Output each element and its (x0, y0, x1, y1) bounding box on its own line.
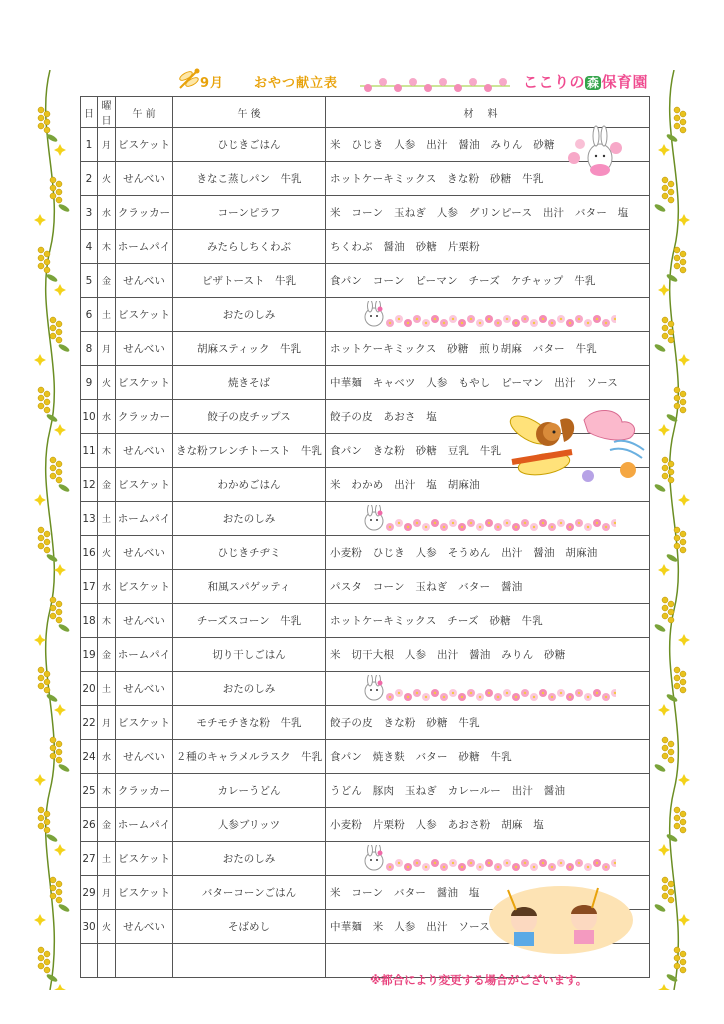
pm-snack-cell: ピザトースト 牛乳 (173, 264, 326, 298)
table-row (81, 842, 650, 876)
ingredients-cell (326, 298, 650, 332)
am-snack-cell: クラッカー (116, 400, 173, 434)
weekday-cell: 土 (98, 298, 116, 332)
ingredients-cell: 中華麺 米 人参 出汁 ソース (326, 910, 650, 944)
ingredients-cell: ホットケーキミックス チーズ 砂糖 牛乳 (326, 604, 650, 638)
pm-snack-cell: おたのしみ (173, 672, 326, 706)
ingredients-cell (326, 502, 650, 536)
children-playing-illustration (488, 880, 634, 954)
weekday-cell: 水 (98, 400, 116, 434)
title-label: おやつ献立表 (254, 76, 339, 91)
pm-snack-cell: みたらしちくわぶ (173, 230, 326, 264)
day-cell: 3 (81, 196, 98, 230)
am-snack-cell (116, 944, 173, 978)
am-snack-cell: ホームパイ (116, 230, 173, 264)
pm-snack-cell: 人参ブリッツ (173, 808, 326, 842)
pm-snack-cell: 焼きそば (173, 366, 326, 400)
pm-snack-cell: ひじきごはん (173, 128, 326, 162)
day-cell: 6 (81, 298, 98, 332)
weekday-cell: 月 (98, 876, 116, 910)
page-header (80, 68, 648, 96)
table-row (81, 570, 650, 604)
day-cell: 27 (81, 842, 98, 876)
day-cell: 30 (81, 910, 98, 944)
am-snack-cell: ビスケット (116, 128, 173, 162)
am-snack-cell: せんべい (116, 672, 173, 706)
school-name-part1: ここりの (522, 73, 585, 91)
table-row (81, 264, 650, 298)
pm-snack-cell: ひじきチヂミ (173, 536, 326, 570)
weekday-cell: 水 (98, 570, 116, 604)
table-row (81, 774, 650, 808)
ingredients-cell: 米 切干大根 人参 出汁 醤油 みりん 砂糖 (326, 638, 650, 672)
am-snack-cell: ホームパイ (116, 502, 173, 536)
pm-snack-cell: わかめごはん (173, 468, 326, 502)
table-row (81, 808, 650, 842)
pm-snack-cell: モチモチきな粉 牛乳 (173, 706, 326, 740)
am-snack-cell: せんべい (116, 162, 173, 196)
table-row (81, 196, 650, 230)
day-cell: 16 (81, 536, 98, 570)
am-snack-cell: ビスケット (116, 366, 173, 400)
am-snack-cell: クラッカー (116, 774, 173, 808)
day-cell: 4 (81, 230, 98, 264)
ingredients-cell: 餃子の皮 きな粉 砂糖 牛乳 (326, 706, 650, 740)
ingredients-cell: パスタ コーン 玉ねぎ バター 醤油 (326, 570, 650, 604)
am-snack-cell: せんべい (116, 910, 173, 944)
am-snack-cell: ビスケット (116, 842, 173, 876)
table-row (81, 332, 650, 366)
weekday-cell: 月 (98, 332, 116, 366)
day-cell: 19 (81, 638, 98, 672)
pm-snack-cell: きなこ蒸しパン 牛乳 (173, 162, 326, 196)
col-header-day: 日 (81, 97, 98, 128)
am-snack-cell: ビスケット (116, 298, 173, 332)
weekday-cell: 土 (98, 842, 116, 876)
pm-snack-cell: カレーうどん (173, 774, 326, 808)
table-row (81, 536, 650, 570)
weekday-cell: 火 (98, 162, 116, 196)
bunny-flower-garland (356, 675, 616, 703)
ingredients-cell: ホットケーキミックス 砂糖 煎り胡麻 バター 牛乳 (326, 332, 650, 366)
pm-snack-cell: バターコーンごはん (173, 876, 326, 910)
ingredients-cell: 小麦粉 ひじき 人参 そうめん 出汁 醤油 胡麻油 (326, 536, 650, 570)
pm-snack-cell: 胡麻スティック 牛乳 (173, 332, 326, 366)
am-snack-cell: ビスケット (116, 876, 173, 910)
pm-snack-cell: ２種のキャラメルラスク 牛乳 (173, 740, 326, 774)
col-header-ingredients: 材料 (326, 97, 650, 128)
pm-snack-cell: そばめし (173, 910, 326, 944)
weekday-cell: 金 (98, 638, 116, 672)
ingredients-cell: 米 ひじき 人参 出汁 醤油 みりん 砂糖 (326, 128, 650, 162)
am-snack-cell: せんべい (116, 332, 173, 366)
day-cell: 5 (81, 264, 98, 298)
weekday-cell: 月 (98, 706, 116, 740)
pm-snack-cell: おたのしみ (173, 842, 326, 876)
bunny-flower-garland (356, 845, 616, 873)
pm-snack-cell: 餃子の皮チップス (173, 400, 326, 434)
day-cell: 17 (81, 570, 98, 604)
day-cell: 18 (81, 604, 98, 638)
ingredients-cell: 中華麺 キャベツ 人参 もやし ピーマン 出汁 ソース (326, 366, 650, 400)
weekday-cell: 土 (98, 502, 116, 536)
am-snack-cell: せんべい (116, 264, 173, 298)
weekday-cell: 火 (98, 536, 116, 570)
school-name-part3: 保育園 (601, 73, 648, 91)
am-snack-cell: せんべい (116, 434, 173, 468)
table-row (81, 366, 650, 400)
day-cell: 8 (81, 332, 98, 366)
day-cell: 29 (81, 876, 98, 910)
pm-snack-cell (173, 944, 326, 978)
bunny-flowers-illustration (560, 118, 630, 182)
day-cell (81, 944, 98, 978)
ingredients-cell (326, 842, 650, 876)
weekday-cell: 火 (98, 910, 116, 944)
school-name-part2: 森 (586, 76, 600, 90)
col-header-weekday: 曜日 (98, 97, 116, 128)
left-floral-border (30, 70, 70, 990)
ingredients-cell: うどん 豚肉 玉ねぎ カレールー 出汁 醤油 (326, 774, 650, 808)
am-snack-cell: ホームパイ (116, 638, 173, 672)
col-header-am: 午 前 (116, 97, 173, 128)
day-cell: 24 (81, 740, 98, 774)
table-row (81, 604, 650, 638)
weekday-cell: 金 (98, 808, 116, 842)
am-snack-cell: せんべい (116, 740, 173, 774)
ingredients-cell: 小麦粉 片栗粉 人参 あおさ粉 胡麻 塩 (326, 808, 650, 842)
header-flower-garland (360, 74, 510, 94)
change-notice: ※都合により変更する場合がございます。 (370, 973, 588, 987)
dragonfly-icon (176, 68, 202, 92)
ingredients-cell: ホットケーキミックス きな粉 砂糖 牛乳 (326, 162, 650, 196)
am-snack-cell: ビスケット (116, 468, 173, 502)
pm-snack-cell: チーズスコーン 牛乳 (173, 604, 326, 638)
day-cell: 1 (81, 128, 98, 162)
weekday-cell: 火 (98, 366, 116, 400)
am-snack-cell: せんべい (116, 604, 173, 638)
day-cell: 20 (81, 672, 98, 706)
pm-snack-cell: おたのしみ (173, 298, 326, 332)
ingredients-cell: 食パン きな粉 砂糖 豆乳 牛乳 (326, 434, 650, 468)
pm-snack-cell: 和風スパゲッティ (173, 570, 326, 604)
am-snack-cell: ビスケット (116, 706, 173, 740)
ingredients-cell: 米 コーン バター 醤油 塩 (326, 876, 650, 910)
table-row (81, 706, 650, 740)
day-cell: 9 (81, 366, 98, 400)
pm-snack-cell: おたのしみ (173, 502, 326, 536)
ingredients-cell: 米 わかめ 出汁 塩 胡麻油 (326, 468, 650, 502)
table-row (81, 298, 650, 332)
weekday-cell: 木 (98, 774, 116, 808)
day-cell: 12 (81, 468, 98, 502)
col-header-pm: 午 後 (173, 97, 326, 128)
weekday-cell: 金 (98, 468, 116, 502)
weekday-cell: 木 (98, 604, 116, 638)
am-snack-cell: せんべい (116, 536, 173, 570)
school-name (523, 71, 648, 92)
table-row (81, 740, 650, 774)
day-cell: 22 (81, 706, 98, 740)
weekday-cell: 月 (98, 128, 116, 162)
squirrel-on-dragonfly-illustration (502, 402, 647, 490)
pm-snack-cell: コーンピラフ (173, 196, 326, 230)
table-row (81, 230, 650, 264)
weekday-cell: 金 (98, 264, 116, 298)
weekday-cell (98, 944, 116, 978)
table-row (81, 672, 650, 706)
bunny-flower-garland (356, 301, 616, 329)
day-cell: 26 (81, 808, 98, 842)
page-title (200, 72, 338, 91)
ingredients-cell: 餃子の皮 あおさ 塩 (326, 400, 650, 434)
day-cell: 25 (81, 774, 98, 808)
day-cell: 10 (81, 400, 98, 434)
ingredients-cell (326, 672, 650, 706)
snack-menu-table (80, 96, 650, 978)
pm-snack-cell: 切り干しごはん (173, 638, 326, 672)
bunny-flower-garland (356, 505, 616, 533)
weekday-cell: 水 (98, 740, 116, 774)
ingredients-cell: ちくわぶ 醤油 砂糖 片栗粉 (326, 230, 650, 264)
table-row (81, 638, 650, 672)
am-snack-cell: ビスケット (116, 570, 173, 604)
table-row (81, 502, 650, 536)
pm-snack-cell: きな粉フレンチトースト 牛乳 (173, 434, 326, 468)
month-label: 9月 (200, 76, 225, 91)
am-snack-cell: クラッカー (116, 196, 173, 230)
ingredients-cell: 米 コーン 玉ねぎ 人参 グリンピース 出汁 バター 塩 (326, 196, 650, 230)
day-cell: 11 (81, 434, 98, 468)
weekday-cell: 木 (98, 434, 116, 468)
weekday-cell: 木 (98, 230, 116, 264)
day-cell: 2 (81, 162, 98, 196)
am-snack-cell: ホームパイ (116, 808, 173, 842)
day-cell: 13 (81, 502, 98, 536)
right-floral-border (654, 70, 694, 990)
weekday-cell: 水 (98, 196, 116, 230)
ingredients-cell: 食パン コーン ピーマン チーズ ケチャップ 牛乳 (326, 264, 650, 298)
weekday-cell: 土 (98, 672, 116, 706)
ingredients-cell: 食パン 焼き麩 バター 砂糖 牛乳 (326, 740, 650, 774)
